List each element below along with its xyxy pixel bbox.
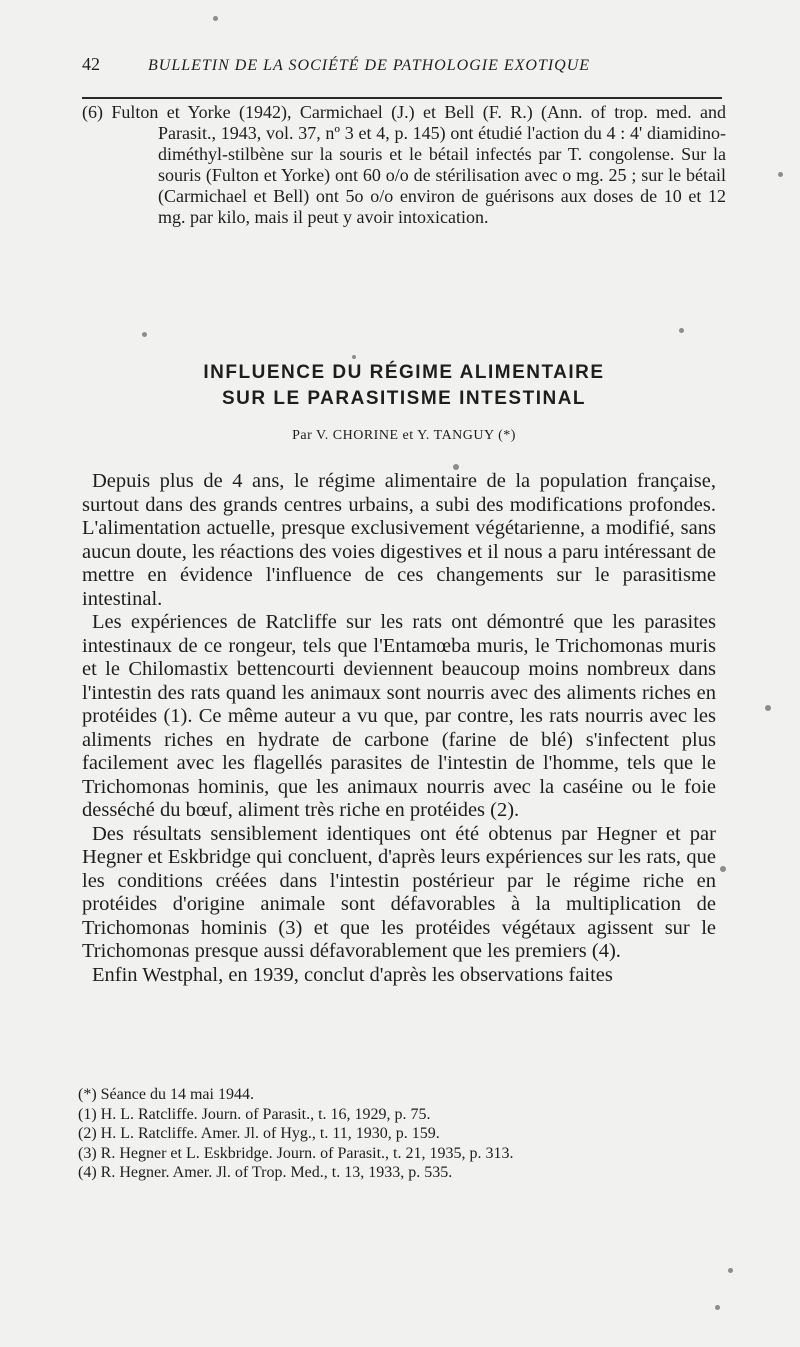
scan-speck xyxy=(728,1268,733,1273)
scan-speck xyxy=(765,705,771,711)
scan-speck xyxy=(352,355,356,359)
footnote: (*) Séance du 14 mai 1944. xyxy=(78,1086,254,1103)
scan-speck xyxy=(453,464,459,470)
page-number: 42 xyxy=(82,54,100,74)
scan-speck xyxy=(213,16,218,21)
scan-speck xyxy=(142,332,147,337)
previous-article-note xyxy=(82,102,726,228)
note-number: (6) xyxy=(82,102,103,122)
scan-speck xyxy=(715,1305,720,1310)
paragraph: Les expériences de Ratcliffe sur les rats ont démontré que les parasites intestinaux de ce rongeur, tels que l'Entamœba muris, le Trichomonas muris et le Chilomastix bettencourti deviennent beaucoup moins nombreux dans l'intestin des rats quand les animaux sont nourris avec des aliments riches en protéides (1). Ce même auteur a vu que, par contre, les rats nourris avec les aliments riches en hydrate de carbone (farine de blé) s'infectent plus facilement avec les flagellés parasites de l'intestin de l'homme, tels que le Trichomonas hominis, que les animaux nourris avec la caséine ou le foie desséché du bœuf, aliment très riche en protéides (2). xyxy=(82,611,716,821)
header-rule xyxy=(82,97,722,99)
paragraph: Depuis plus de 4 ans, le régime alimentaire de la population française, surtout dans des grands centres urbains, a subi des modifications profondes. L'alimentation actuelle, presque exclusivement végétarienne, a modifié, sans aucun doute, les réactions des voies digestives et il nous a paru intéressant de mettre en évidence l'influence de ces changements sur le parasitisme intestinal. xyxy=(82,470,716,610)
footnote: (4) R. Hegner. Amer. Jl. of Trop. Med., t. 13, 1933, p. 535. xyxy=(78,1164,453,1181)
paragraph: Des résultats sensiblement identiques ont été obtenus par Hegner et par Hegner et Eskbridge qui concluent, d'après leurs expériences sur les rats, que les conditions créées dans l'intestin postérieur par le régime riche en protéides d'origine animale sont défavorables à la multiplication de Trichomonas hominis (3) et que les protéides végétaux agissent sur le Trichomonas presque aussi défavorablement que les premiers (4). xyxy=(82,822,716,962)
footnotes xyxy=(78,1085,718,1183)
paragraph: Enfin Westphal, en 1939, conclut d'après les observations faites xyxy=(92,963,613,986)
note-text: Fulton et Yorke (1942), Carmichael (J.) et Bell (F. R.) (Ann. of trop. med. and Parasit., 1943, vol. 37, nº 3 et 4, p. 145) ont étudié l'action du 4 : 4' diamidino-diméthyl-stilbène sur la souris et le bétail infectés par T. congolense. Sur la souris (Fulton et Yorke) ont 60 o/o de stérilisation avec o mg. 25 ; sur le bétail (Carmichael et Bell) ont 5o o/o environ de guérisons aux doses de 10 et 12 mg. par kilo, mais il peut y avoir intoxication. xyxy=(111,102,726,227)
journal-title: BULLETIN DE LA SOCIÉTÉ DE PATHOLOGIE EXOTIQUE xyxy=(148,57,591,74)
footnote: (1) H. L. Ratcliffe. Journ. of Parasit., t. 16, 1929, p. 75. xyxy=(78,1105,431,1123)
footnote: (2) H. L. Ratcliffe. Amer. Jl. of Hyg., t. 11, 1930, p. 159. xyxy=(78,1125,440,1142)
running-header xyxy=(82,54,722,75)
scan-speck xyxy=(778,172,783,177)
article-authors: Par V. CHORINE et Y. TANGUY (*) xyxy=(292,428,516,443)
article-title-line-2: SUR LE PARASITISME INTESTINAL xyxy=(221,388,587,409)
article-title-line-1: INFLUENCE DU RÉGIME ALIMENTAIRE xyxy=(203,362,605,383)
scan-speck xyxy=(720,866,726,872)
article-title xyxy=(82,360,726,412)
footnote: (3) R. Hegner et L. Eskbridge. Journ. of Parasit., t. 21, 1935, p. 313. xyxy=(78,1144,514,1162)
article-body xyxy=(82,470,716,987)
scan-speck xyxy=(679,328,684,333)
